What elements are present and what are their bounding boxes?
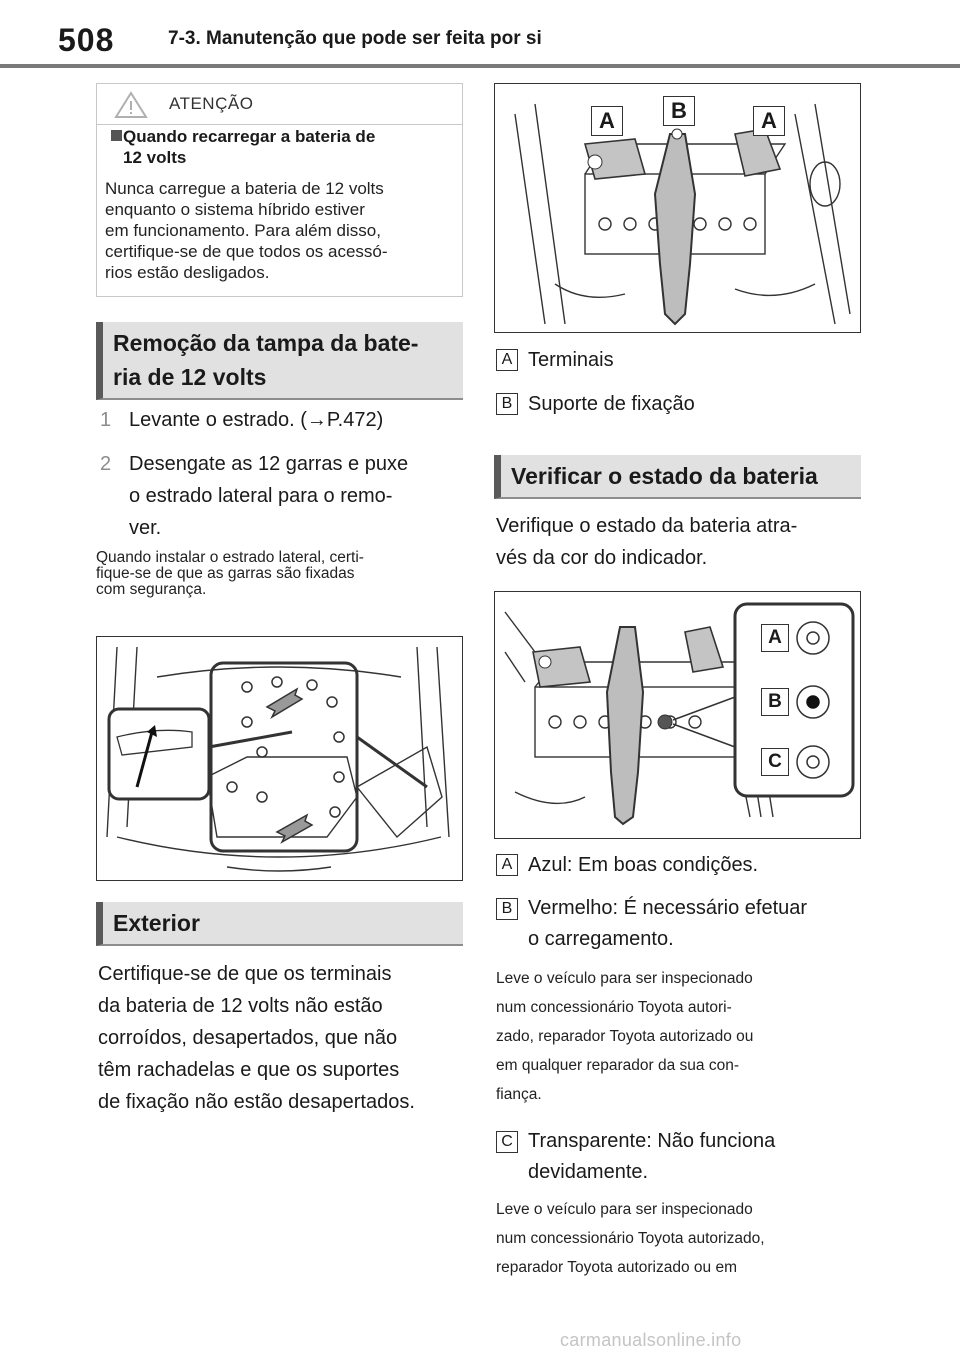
warning-triangle-icon <box>113 90 149 125</box>
callout-terminal-left: A <box>591 106 623 136</box>
warning-text: Nunca carregue a bateria de 12 volts enquanto o sistema híbrido estiver em funcionamento. Para além disso, certifique-se de que todos os acessó- rios estão desligados. <box>105 179 388 282</box>
exterior-text: Certifique-se de que os terminais da bateria de 12 volts não estão corroídos, desapertados, que não têm rachadelas e que os suportes de fixação não estão desapertados. <box>98 963 415 1113</box>
item-red-note: Leve o veículo para ser inspecionado num concessionário Toyota autori- zado, reparador Toyota autorizado ou em qualquer reparador da sua con- fiança. <box>496 970 754 1103</box>
removal-heading: Remoção da tampa da bate- ria de 12 volts <box>96 322 463 400</box>
item-red: B Vermelho: É necessário efetuar o carregamento. <box>496 898 866 968</box>
section-title: 7-3. Manutenção que pode ser feita por si <box>168 28 542 49</box>
legend-terminals: A Terminais <box>496 349 866 379</box>
indicator-letter-a: A <box>761 624 789 652</box>
watermark: carmanualsonline.info <box>560 1330 742 1350</box>
trunk-illustration <box>96 636 463 881</box>
check-heading: Verificar o estado da bateria <box>494 455 861 499</box>
square-bullet-icon <box>111 130 122 141</box>
callout-bracket: B <box>663 96 695 126</box>
battery-illustration <box>494 83 861 333</box>
indicator-letter-b: B <box>761 688 789 716</box>
check-text: Verifique o estado da bateria atra- vés da cor do indicador. <box>496 515 798 569</box>
exterior-heading: Exterior <box>96 902 463 946</box>
item-letter: A <box>496 854 518 876</box>
install-note: Quando instalar o estrado lateral, certi- fique-se de que as garras são fixadas com segurança. <box>96 549 364 598</box>
legend-letter: B <box>496 393 518 415</box>
indicator-illustration <box>494 591 861 839</box>
item-blue: A Azul: Em boas condições. <box>496 854 866 884</box>
step-1: 1 Levante o estrado. (→P.472) <box>100 409 384 431</box>
warning-heading: Quando recarregar a bateria de 12 volts <box>123 127 376 167</box>
warning-label: ATENÇÃO <box>169 94 254 113</box>
header-rule <box>0 64 960 68</box>
warning-box <box>96 83 463 297</box>
indicator-letter-c: C <box>761 748 789 776</box>
step-2: 2 Desengate as 12 garras e puxe o estrado lateral para o remo- ver. <box>100 453 409 539</box>
legend-bracket: B Suporte de fixação <box>496 393 866 423</box>
item-transparent-note: Leve o veículo para ser inspecionado num concessionário Toyota autorizado, reparador Toyota autorizado ou em <box>496 1201 765 1276</box>
item-letter: C <box>496 1131 518 1153</box>
callout-terminal-right: A <box>753 106 785 136</box>
warning-header <box>97 84 462 125</box>
item-transparent: C Transparente: Não funciona devidamente. <box>496 1131 866 1201</box>
item-letter: B <box>496 898 518 920</box>
legend-letter: A <box>496 349 518 371</box>
page-number: 508 <box>58 22 115 58</box>
